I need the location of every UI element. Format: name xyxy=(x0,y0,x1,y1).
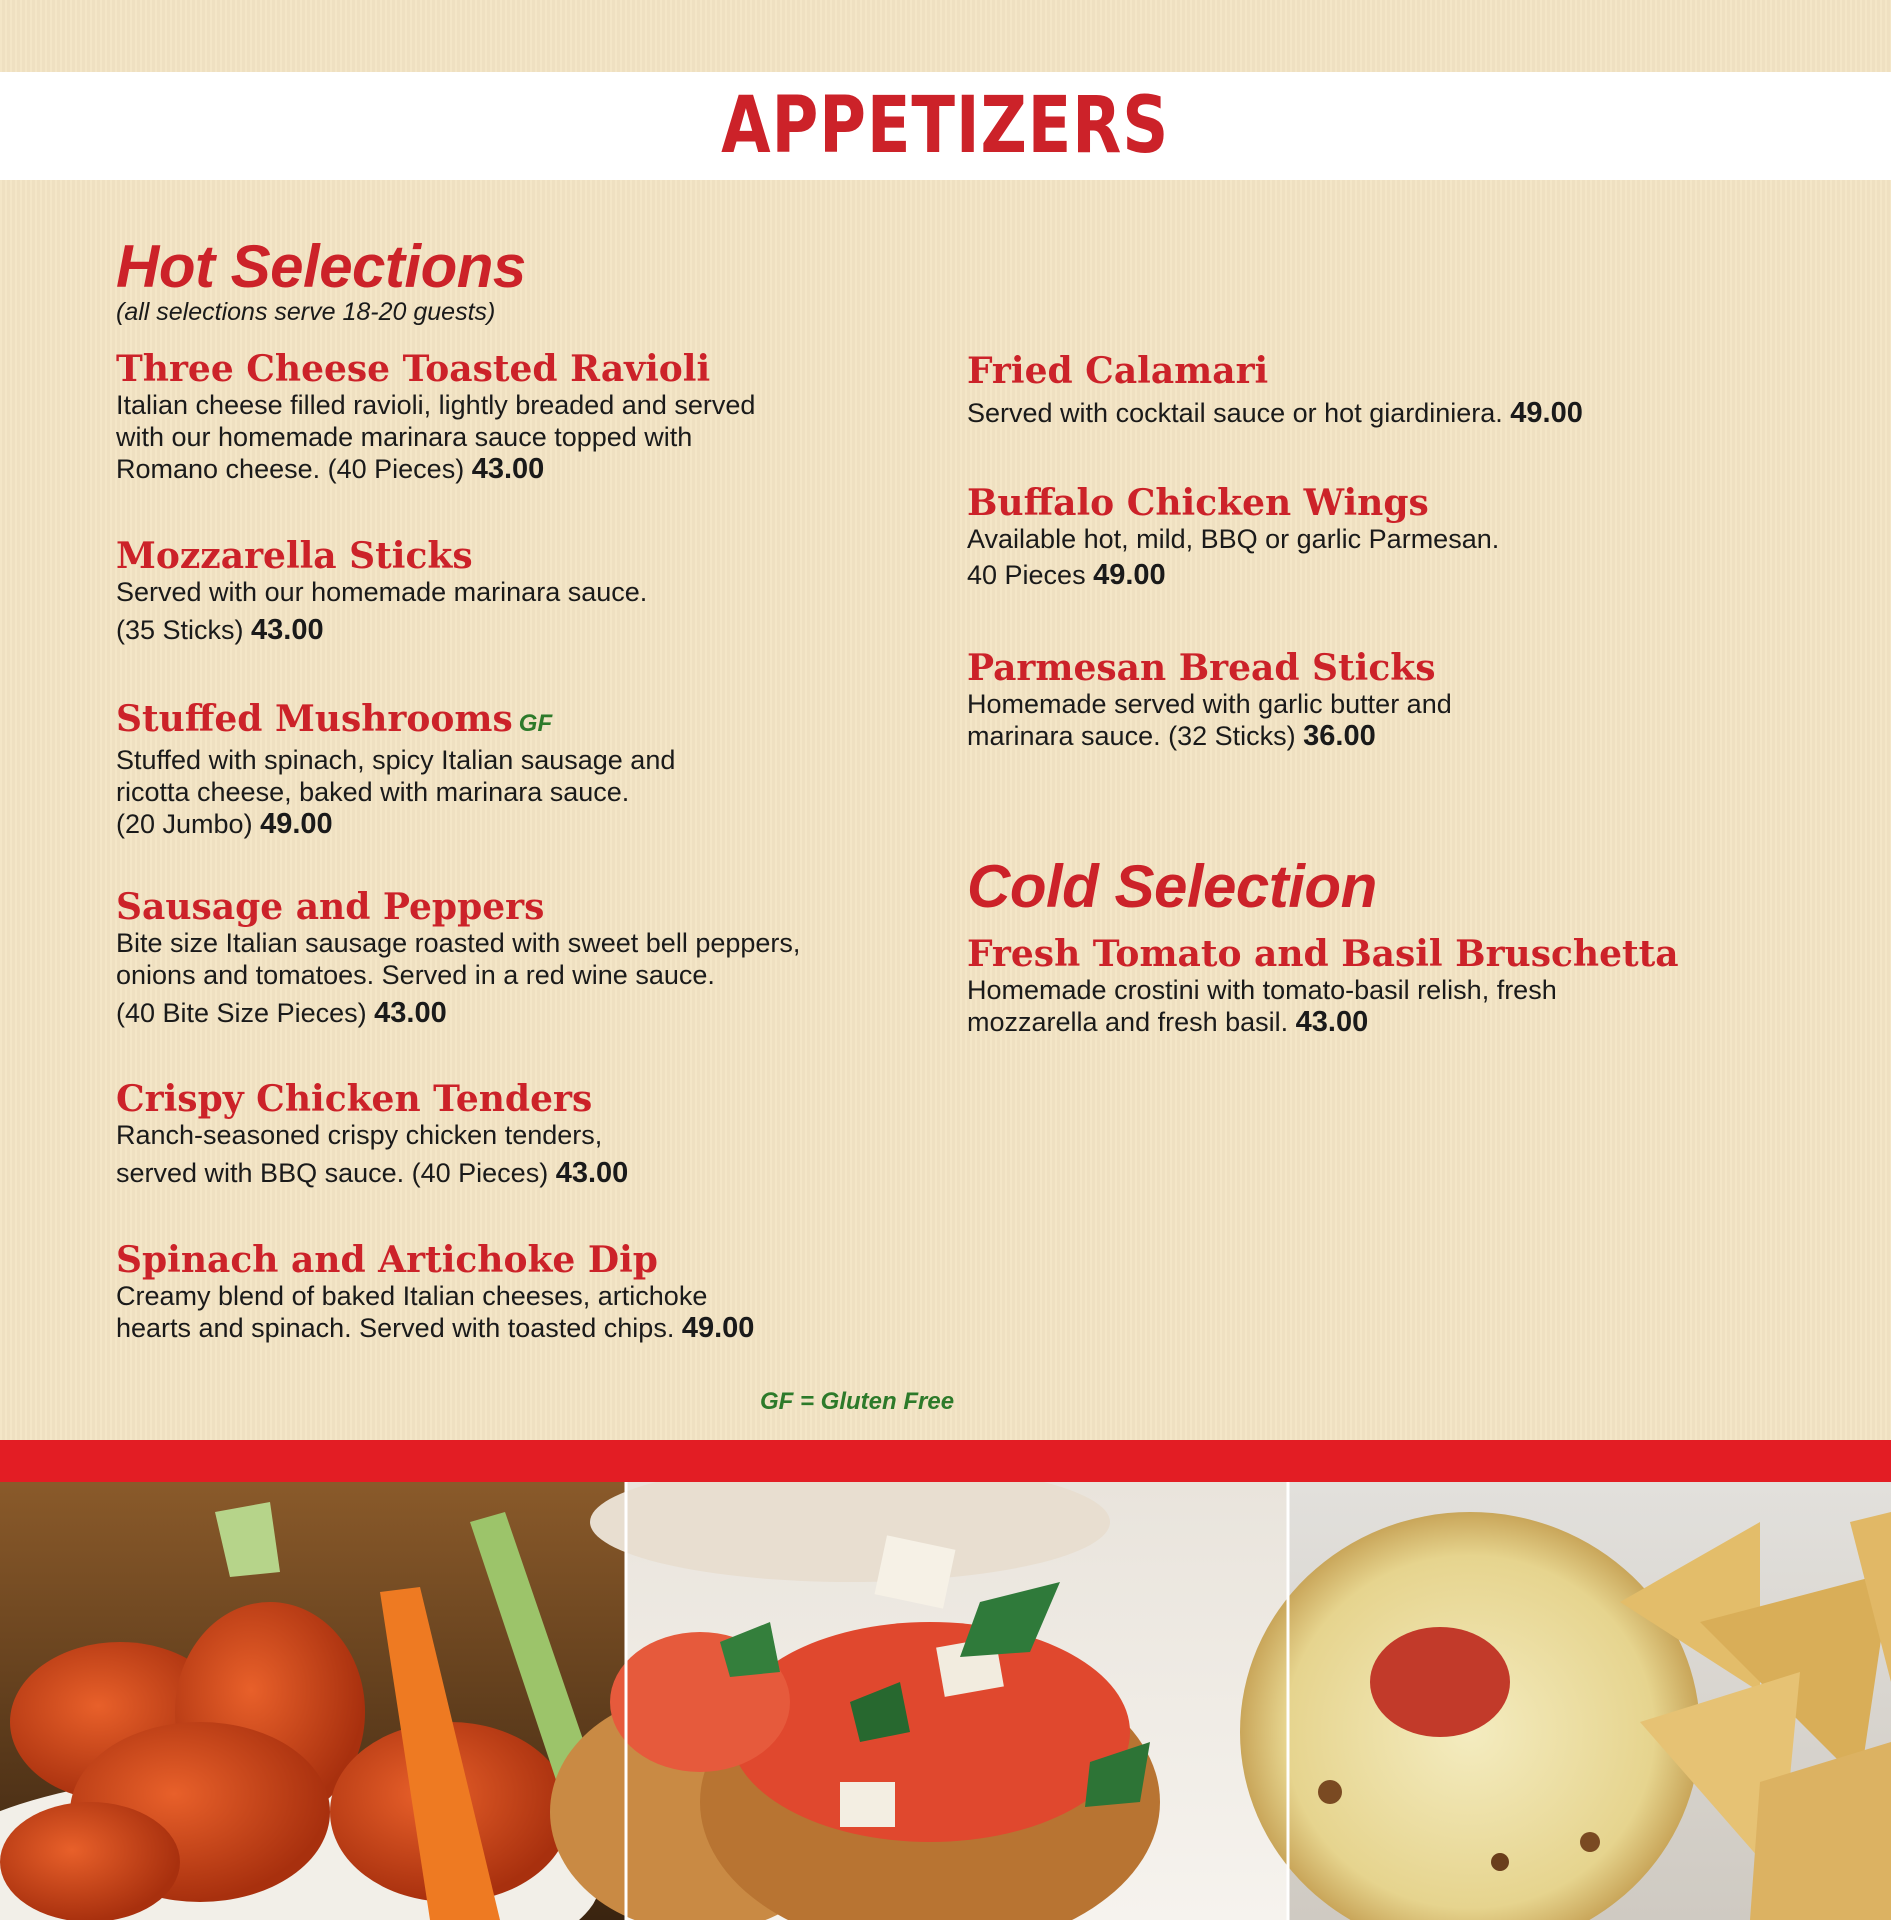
item-name: Parmesan Bread Sticks xyxy=(967,647,1436,689)
item-name: Three Cheese Toasted Ravioli xyxy=(116,348,711,390)
menu-item-ravioli xyxy=(116,349,976,485)
hot-selections-heading: Hot Selections xyxy=(116,233,526,300)
item-desc-line: mozzarella and fresh basil. xyxy=(967,1007,1289,1037)
item-price: 49.00 xyxy=(681,1312,755,1344)
spinach-artichoke-dip-photo xyxy=(1240,1482,1891,1920)
page-title: APPETIZERS xyxy=(721,81,1170,171)
item-price: 43.00 xyxy=(374,997,447,1029)
item-desc-line: Served with cocktail sauce or hot giardiniera. xyxy=(967,398,1503,428)
item-desc-line: (20 Jumbo) xyxy=(116,809,253,839)
item-desc-line: marinara sauce. (32 Sticks) xyxy=(967,721,1296,751)
item-desc-line: Served with our homemade marinara sauce. xyxy=(116,577,648,607)
item-desc-line: Creamy blend of baked Italian cheeses, artichoke xyxy=(116,1281,708,1311)
item-desc-line: onions and tomatoes. Served in a red wine sauce. xyxy=(116,960,715,990)
buffalo-wings-photo xyxy=(0,1482,626,1920)
gluten-free-badge: GF xyxy=(518,710,553,737)
food-photo-strip xyxy=(0,1482,1891,1920)
item-price: 43.00 xyxy=(555,1157,629,1189)
item-desc-line: Available hot, mild, BBQ or garlic Parmesan. xyxy=(967,524,1500,554)
item-desc-line: (40 Bite Size Pieces) xyxy=(116,998,367,1028)
item-desc-line: Homemade crostini with tomato-basil relish, fresh xyxy=(967,975,1557,1005)
item-desc-line: Romano cheese. (40 Pieces) xyxy=(116,454,465,484)
item-desc-line: (35 Sticks) xyxy=(116,615,244,645)
item-name: Fresh Tomato and Basil Bruschetta xyxy=(967,933,1679,975)
menu-item-sausage-peppers xyxy=(116,887,976,1029)
item-price: 43.00 xyxy=(471,453,545,485)
menu-item-stuffed-mushrooms xyxy=(116,699,976,840)
item-price: 49.00 xyxy=(1510,397,1583,429)
item-name: Sausage and Peppers xyxy=(116,886,545,928)
item-desc-line: Bite size Italian sausage roasted with sweet bell peppers, xyxy=(116,928,801,958)
hot-selections-note: (all selections serve 18-20 guests) xyxy=(116,298,496,326)
item-desc-line: Ranch-seasoned crispy chicken tenders, xyxy=(116,1120,603,1150)
item-desc-line: ricotta cheese, baked with marinara sauce. xyxy=(116,777,630,807)
item-name: Crispy Chicken Tenders xyxy=(116,1078,593,1120)
item-desc-line: served with BBQ sauce. (40 Pieces) xyxy=(116,1158,549,1188)
header-banner xyxy=(0,72,1891,180)
item-desc-line: with our homemade marinara sauce topped with xyxy=(116,422,693,452)
item-desc-line: Stuffed with spinach, spicy Italian sausage and xyxy=(116,745,676,775)
item-price: 49.00 xyxy=(1093,559,1166,591)
item-desc-line: Homemade served with garlic butter and xyxy=(967,689,1452,719)
menu-item-chicken-tenders xyxy=(116,1079,976,1189)
item-name: Spinach and Artichoke Dip xyxy=(116,1239,658,1281)
bruschetta-photo xyxy=(550,1482,1288,1920)
menu-item-buffalo-wings xyxy=(967,483,1827,591)
menu-item-bruschetta xyxy=(967,934,1827,1038)
red-divider-band xyxy=(0,1440,1891,1482)
item-desc-line: Italian cheese filled ravioli, lightly breaded and served xyxy=(116,390,756,420)
menu-item-parmesan-bread-sticks xyxy=(967,648,1827,752)
item-name: Fried Calamari xyxy=(967,350,1269,392)
item-price: 43.00 xyxy=(1295,1006,1369,1038)
item-price: 49.00 xyxy=(260,808,333,840)
cold-selection-heading: Cold Selection xyxy=(967,853,1377,920)
item-price: 43.00 xyxy=(251,614,324,646)
item-name: Mozzarella Sticks xyxy=(116,535,473,577)
item-name: Stuffed Mushrooms xyxy=(116,698,513,740)
gluten-free-legend: GF = Gluten Free xyxy=(760,1388,955,1415)
item-desc-line: 40 Pieces xyxy=(967,560,1086,590)
item-name: Buffalo Chicken Wings xyxy=(967,482,1429,524)
item-desc-line: hearts and spinach. Served with toasted chips. xyxy=(116,1313,675,1343)
menu-item-fried-calamari xyxy=(967,351,1827,429)
item-price: 36.00 xyxy=(1303,720,1376,752)
menu-item-spinach-artichoke-dip xyxy=(116,1240,976,1344)
menu-item-mozzarella-sticks xyxy=(116,536,976,646)
